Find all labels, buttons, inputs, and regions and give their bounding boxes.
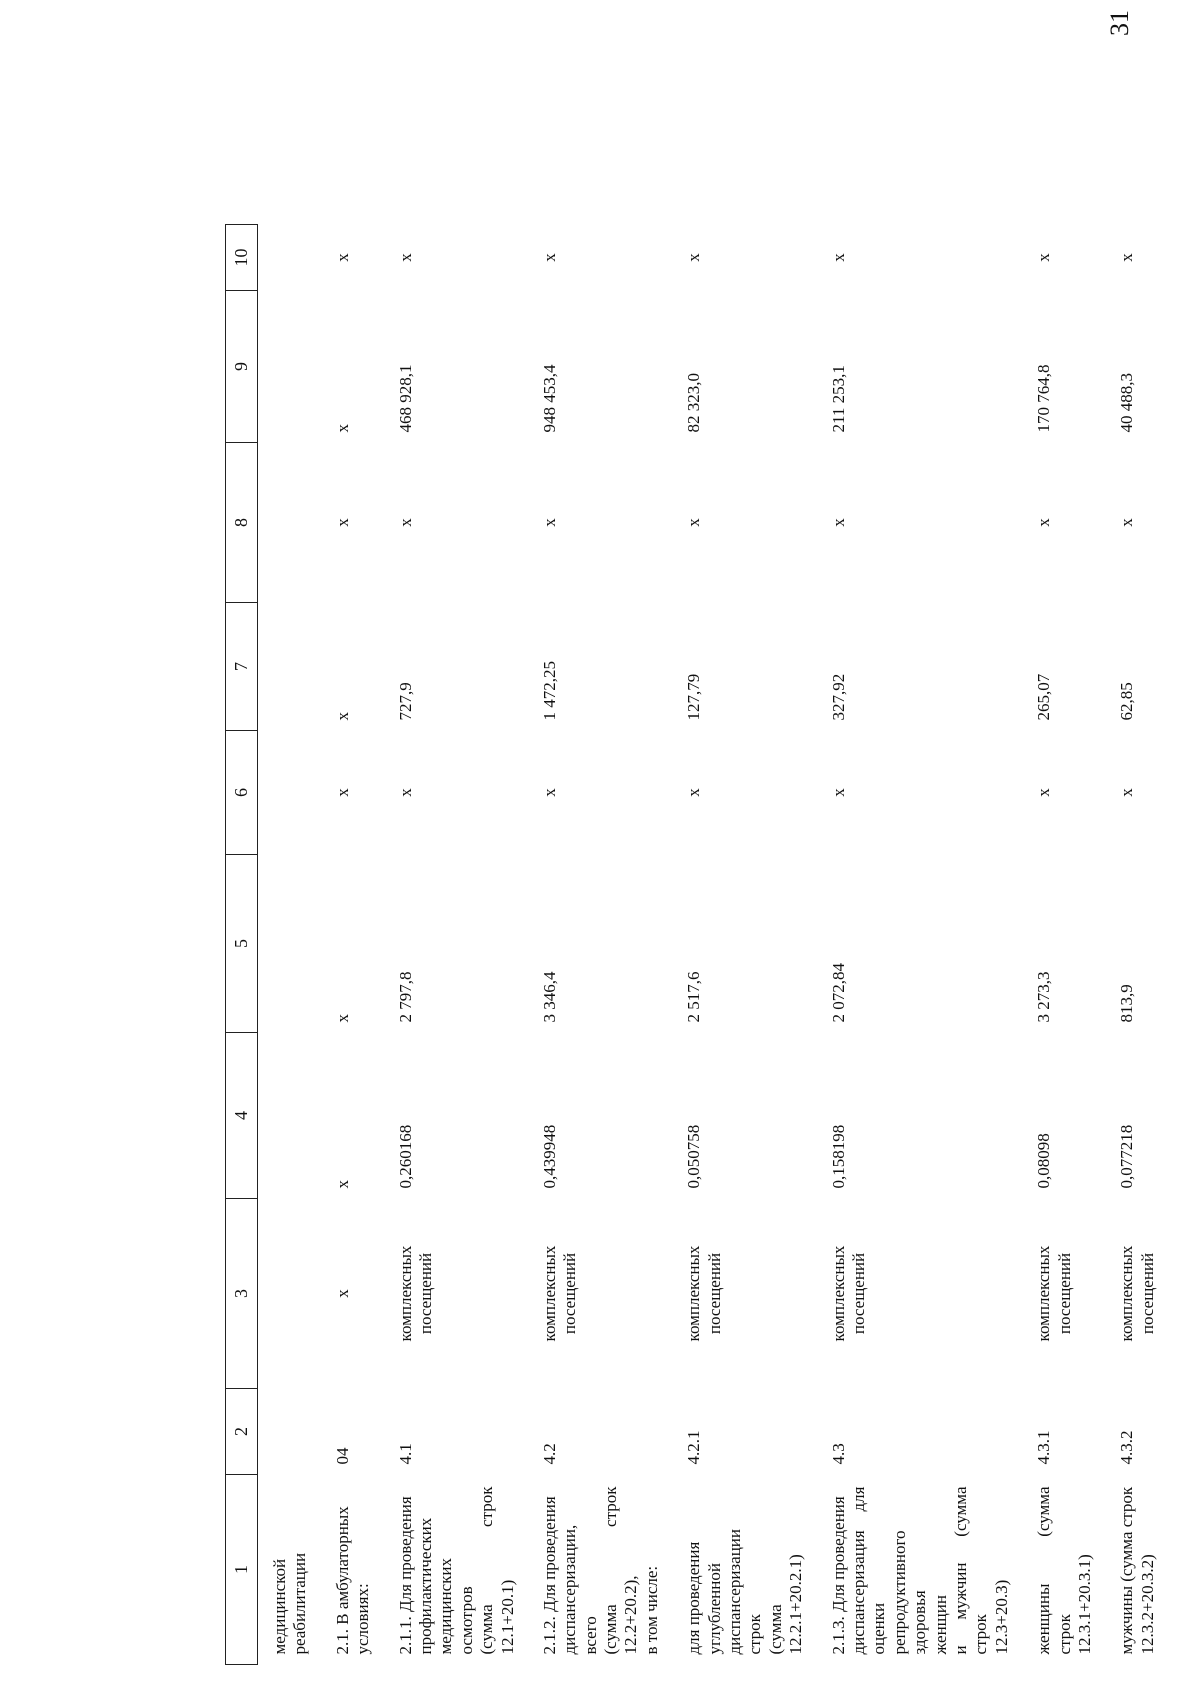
value-col-4: 0,050758 [684,1124,704,1189]
column-number: 10 [226,225,258,291]
row-label-line: 2.1. В амбулаторных [332,1506,352,1655]
row-label-line: углубленной [704,1563,724,1655]
value-col-9: 468 928,1 [395,364,415,433]
value-col-6: х [1117,788,1137,797]
row-label-line: (сумма строк 12.1+20.1) [477,1486,517,1655]
row-label-line: условиях: [353,1583,373,1655]
value-col-5: 3 273,3 [1034,971,1054,1023]
value-col-7: 1 472,25 [539,661,559,721]
column-number: 4 [226,1033,258,1199]
unit-cell: комплексных посещений [539,1245,580,1342]
row-label-line: профилактических [415,1517,435,1655]
row-code: 4.3.2 [1117,1430,1137,1465]
row-label-line: 12.3.2+20.3.2) [1137,1554,1157,1655]
value-col-8: х [684,518,704,527]
value-col-9: 170 764,8 [1034,364,1054,433]
row-label-line: (сумма [765,1604,785,1655]
row-label [817,1475,1023,1665]
row-code: 4.1 [395,1443,415,1465]
value-col-4 [258,1033,321,1199]
value-col-5: 2 517,6 [684,971,704,1023]
row-label-line: 12.2.1+20.2.1) [786,1554,806,1655]
row-code [258,1389,321,1475]
column-number: 6 [226,731,258,855]
column-number: 7 [226,603,258,731]
row-label-line: медицинских осмотров [436,1557,476,1655]
row-label [321,1475,384,1665]
row-label [258,1475,321,1665]
value-col-8: х [1034,518,1054,527]
row-label-line: 12.3.1+20.3.1) [1074,1554,1094,1655]
value-col-7: 265,07 [1034,673,1054,721]
value-col-9: 40 488,3 [1117,373,1137,433]
row-label-line: реабилитации [290,1552,310,1655]
value-col-7: 727,9 [395,682,415,721]
value-col-5 [258,855,321,1033]
row-label-line: 2.1.1. Для проведения [395,1496,415,1655]
column-number: 3 [226,1199,258,1389]
row-label-line: 2.1.2. Для проведения [539,1496,559,1655]
value-col-5: 3 346,4 [539,971,559,1023]
value-col-7: 127,79 [684,673,704,721]
value-col-8: х [1117,518,1137,527]
table-row [672,225,816,1665]
value-col-10: х [684,253,704,262]
table-row [817,225,1023,1665]
value-col-10: х [332,253,352,262]
value-col-9 [258,291,321,443]
value-col-6: х [684,788,704,797]
unit-cell: комплексных посещений [684,1245,724,1342]
value-col-6: х [828,788,848,797]
unit-cell: х [332,1289,352,1298]
value-col-8: х [332,518,352,527]
value-col-10: х [395,253,415,262]
column-number: 5 [226,855,258,1033]
table-body [258,225,1169,1665]
value-col-6: х [395,788,415,797]
unit-cell: комплексных посещений [395,1245,435,1342]
value-col-4: 0,08098 [1034,1133,1054,1189]
unit-cell: комплексных посещений [1117,1245,1157,1342]
row-label-line: мужчины (сумма строк [1117,1486,1137,1655]
row-label-line: женщин [930,1595,950,1655]
row-code: 4.3.1 [1034,1430,1054,1465]
value-col-7: 327,92 [828,673,848,721]
value-col-10: х [1117,253,1137,262]
value-col-9: 82 323,0 [684,373,704,433]
value-col-6: х [1034,788,1054,797]
value-col-7: х [332,712,352,721]
value-col-9: х [332,424,352,433]
row-label-line: и мужчин (сумма строк [950,1486,991,1655]
column-number-row [226,225,258,1665]
row-label-line: (сумма строк 12.2+20.2), [601,1486,641,1655]
value-col-4: 0,260168 [395,1124,415,1189]
unit-cell [258,1199,321,1389]
row-code: 04 [332,1447,352,1465]
table-row [258,225,321,1665]
row-label [384,1475,528,1665]
page-number: 31 [1105,10,1134,36]
data-table [225,224,1168,1665]
row-label [1105,1475,1168,1665]
row-label-line: в том числе: [641,1565,661,1655]
column-number: 9 [226,291,258,443]
value-col-6: х [332,788,352,797]
table-row [384,225,528,1665]
table-row [1105,225,1168,1665]
table-row [1022,225,1105,1665]
value-col-9: 948 453,4 [539,364,559,433]
value-col-8: х [539,518,559,527]
row-label-line: диспансеризации строк [725,1529,765,1655]
row-label [1022,1475,1105,1665]
value-col-5: 2 797,8 [395,971,415,1023]
value-col-4: 0,158198 [828,1124,848,1189]
column-number: 2 [226,1389,258,1475]
value-col-4: 0,077218 [1117,1124,1137,1189]
value-col-6 [258,731,321,855]
column-number: 8 [226,443,258,603]
table-row [528,225,672,1665]
row-label-line: диспансеризации, всего [560,1524,600,1655]
value-col-10: х [1034,253,1054,262]
column-number: 1 [226,1475,258,1665]
value-col-10: х [539,253,559,262]
row-label-line: для проведения [684,1541,704,1655]
row-label [672,1475,816,1665]
row-label [528,1475,672,1665]
value-col-7 [258,603,321,731]
table-row [321,225,384,1665]
row-label-line: медицинской [270,1558,289,1655]
value-col-5: х [332,1014,352,1023]
row-code: 4.3 [828,1443,848,1465]
row-label-line: 12.3+20.3) [991,1579,1011,1655]
row-code: 4.2.1 [684,1430,704,1465]
value-col-8: х [828,518,848,527]
row-label-line: диспансеризация для оценки [848,1486,889,1655]
value-col-4: х [332,1180,352,1189]
unit-cell: комплексных посещений [828,1245,868,1342]
value-col-8 [258,443,321,603]
row-label-line: женщины (сумма строк [1034,1486,1074,1655]
value-col-8: х [395,518,415,527]
row-label-line: 2.1.3. Для проведения [828,1496,848,1655]
value-col-10 [258,225,321,291]
value-col-4: 0,439948 [539,1124,559,1189]
value-col-5: 2 072,84 [828,963,848,1023]
unit-cell: комплексных посещений [1034,1245,1074,1342]
rotated-page-content [225,225,1155,1665]
value-col-7: 62,85 [1117,682,1137,721]
value-col-6: х [539,788,559,797]
value-col-5: 813,9 [1117,984,1137,1023]
value-col-10: х [828,253,848,262]
row-code: 4.2 [539,1443,559,1465]
value-col-9: 211 253,1 [828,365,848,433]
row-label-line: репродуктивного здоровья [889,1530,930,1655]
